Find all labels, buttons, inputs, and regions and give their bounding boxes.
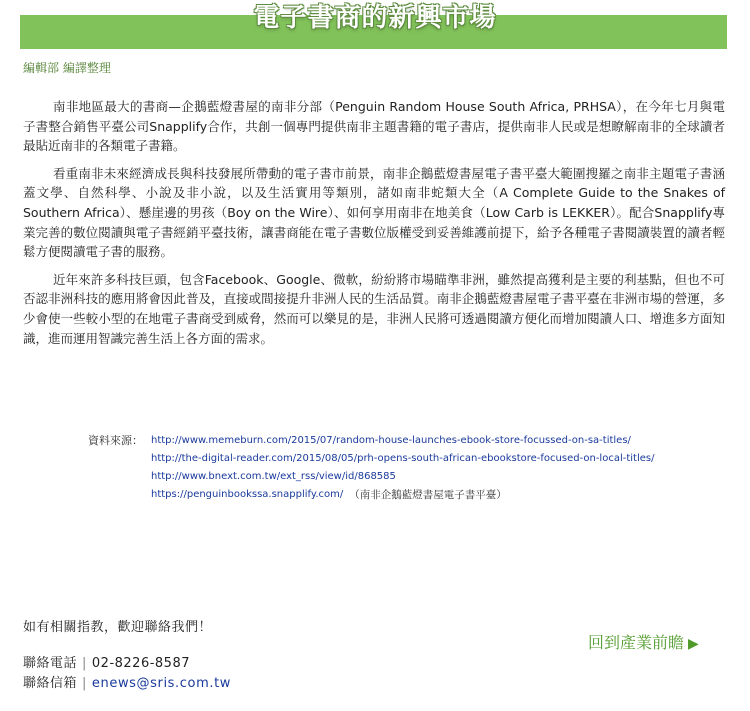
phone-number: 02-8226-8587: [91, 656, 190, 671]
article-body: [23, 97, 725, 356]
paragraph-1: 南非地區最大的書商—企鵝藍燈書屋的南非分部（Penguin Random House South Africa, PRHSA），在今年七月與電子書整合銷售平臺公司Snapplify合作，共創一個專門提供南非主題書籍的電子書店，提供南非人民或是想瞭解南非的全球讀者最貼近南非的各類電子書籍。: [23, 99, 725, 154]
contact-info: [23, 654, 231, 694]
page-title: 電子書商的新興市場: [253, 3, 497, 33]
back-to-industry-link[interactable]: [588, 630, 699, 653]
source-link-2[interactable]: http://the-digital-reader.com/2015/08/05/prh-opens-south-african-ebookstore-focused-on-local-titles/: [151, 453, 655, 464]
source-link-3[interactable]: http://www.bnext.com.tw/ext_rss/view/id/868585: [151, 471, 396, 482]
source-link-1[interactable]: http://www.memeburn.com/2015/07/random-house-launches-ebook-store-focussed-on-sa-titles/: [151, 435, 631, 446]
paragraph-3: 近年來許多科技巨頭，包含Facebook、Google、微軟，紛紛將市場瞄準非洲，雖然提高獲利是主要的利基點，但也不可否認非洲科技的應用將會因此普及，直接或間接提升非洲人民的生活品質。南非企鵝藍燈書屋電子書平臺在非洲市場的營運，多少會使一些較小型的在地電子書商受到威脅，然而可以樂見的是，非洲人民將可透過閱讀方便化而增加閱讀人口、增進多方面知識，進而運用智識完善生活上各方面的需求。: [23, 271, 725, 346]
source-link-4[interactable]: https://penguinbookssa.snapplify.com/: [151, 489, 344, 500]
separator: |: [82, 676, 87, 691]
source-row: [88, 468, 728, 486]
phone-label: 聯絡電話: [23, 656, 78, 671]
separator: |: [82, 656, 87, 671]
email-row: [23, 674, 231, 694]
phone-row: [23, 654, 231, 674]
play-arrow-icon: ▶: [688, 636, 699, 652]
sources-label: 資料來源：: [88, 434, 143, 447]
source-row: [88, 450, 728, 468]
email-link[interactable]: enews@sris.com.tw: [91, 676, 232, 691]
contact-intro: 如有相關指教，歡迎聯絡我們！: [23, 620, 213, 635]
source-row: [88, 486, 728, 504]
paragraph-2: 看重南非未來經濟成長與科技發展所帶動的電子書市前景，南非企鵝藍燈書屋電子書平臺大範圍搜羅之南非主題電子書涵蓋文學、自然科學、小說及非小說，以及生活實用等類別，諸如南非蛇類大全（A Complete Guide to the Snakes of Southern Africa）、懸崖邊的男孩（Boy on the Wire）、如何享用南非在地美食（Low Carb is LEKKER）。配合Snapplify專業完善的數位閱讀與電子書經銷平臺技術，讓書商能在電子書數位版權受到妥善維護前提下，給予各種電子書閱讀裝置的讀者輕鬆方便閱讀電子書的服務。: [23, 165, 725, 260]
sources-section: [88, 432, 728, 504]
source-row: [88, 432, 728, 450]
byline: 編輯部 編譯整理: [23, 61, 111, 75]
back-link-label: 回到產業前瞻: [588, 633, 685, 652]
email-label: 聯絡信箱: [23, 676, 78, 691]
source-note: （南非企鵝藍燈書屋電子書平臺）: [349, 489, 507, 501]
